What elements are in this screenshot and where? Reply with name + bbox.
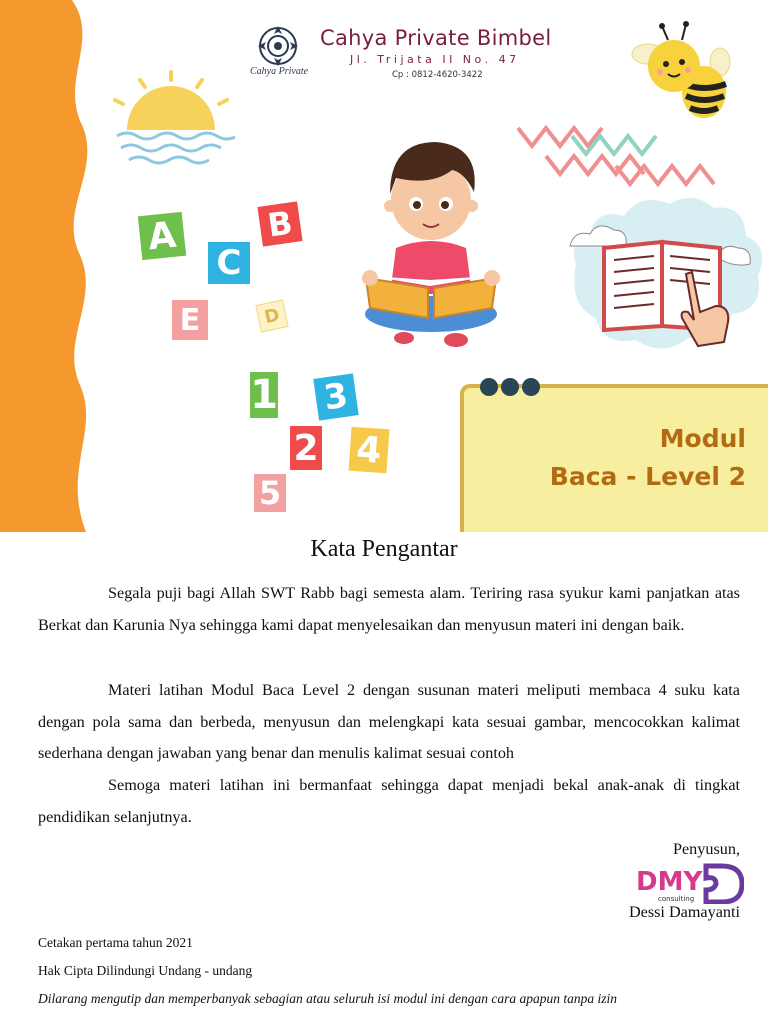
boy-reading-illustration	[356, 138, 506, 356]
footer-notice: Dilarang mengutip dan memperbanyak sebagian atau seluruh isi modul ini dengan cara apapun tanpa izin	[38, 991, 617, 1006]
paragraph-3: Semoga materi latihan ini bermanfaat sehingga dapat menjadi bekal anak-anak di tingkat pendidikan selanjutnya.	[38, 776, 740, 826]
author-logo	[636, 862, 744, 904]
number-block-3: 3	[313, 373, 358, 420]
letter-block-e: E	[172, 300, 208, 340]
dot	[501, 378, 519, 396]
dot	[522, 378, 540, 396]
number-block-4: 4	[349, 427, 390, 474]
number-block-1: 1	[250, 372, 278, 418]
footer-copyright: Hak Cipta Dilindungi Undang - undang	[38, 963, 253, 978]
letter-block-a: A	[138, 212, 186, 260]
brand-header	[248, 20, 578, 90]
signoff: Penyusun,	[672, 840, 740, 858]
author-logo-text: DMY	[636, 867, 703, 897]
letter-block-d: D	[255, 299, 288, 332]
orange-wave-border	[0, 0, 100, 532]
footer-edition: Cetakan pertama tahun 2021	[38, 935, 193, 950]
author-name: Dessi Damayanti	[628, 903, 740, 921]
title-dots	[480, 378, 540, 396]
brand-phone: Cp : 0812-4620-3422	[392, 70, 483, 80]
sun-icon	[105, 70, 235, 170]
brand-address: Jl. Trijata II No. 47	[350, 53, 520, 66]
seal-text: Cahya Private	[250, 66, 309, 77]
paragraph-1: Segala puji bagi Allah SWT Rabb bagi semesta alam. Teriring rasa syukur kami panjatkan atas Berkat dan Karunia Nya sehingga kami dapat menyelesaikan dan menyusun materi ini dengan baik.	[38, 584, 740, 634]
letter-block-b: B	[257, 201, 302, 246]
dot	[480, 378, 498, 396]
module-title: Modul	[659, 424, 746, 453]
title-panel	[460, 384, 768, 532]
open-book-icon	[566, 196, 762, 356]
brand-name: Cahya Private Bimbel	[320, 26, 552, 50]
number-block-5: 5	[254, 474, 286, 512]
bee-icon	[622, 14, 732, 124]
paragraph-2: Materi latihan Modul Baca Level 2 dengan susunan materi meliputi membaca 4 suku kata dengan pola sama dan berbeda, menyusun dan melengkapi kata sesuai gambar, mencocokkan kalimat sederhana dengan jawaban yang benar dan menulis kalimat sesuai contoh	[38, 681, 740, 763]
page-heading: Kata Pengantar	[310, 536, 458, 562]
author-logo-sub: consulting	[658, 895, 695, 903]
letter-block-c: C	[208, 242, 250, 284]
module-subtitle: Baca - Level 2	[549, 462, 746, 491]
number-block-2: 2	[290, 426, 322, 470]
